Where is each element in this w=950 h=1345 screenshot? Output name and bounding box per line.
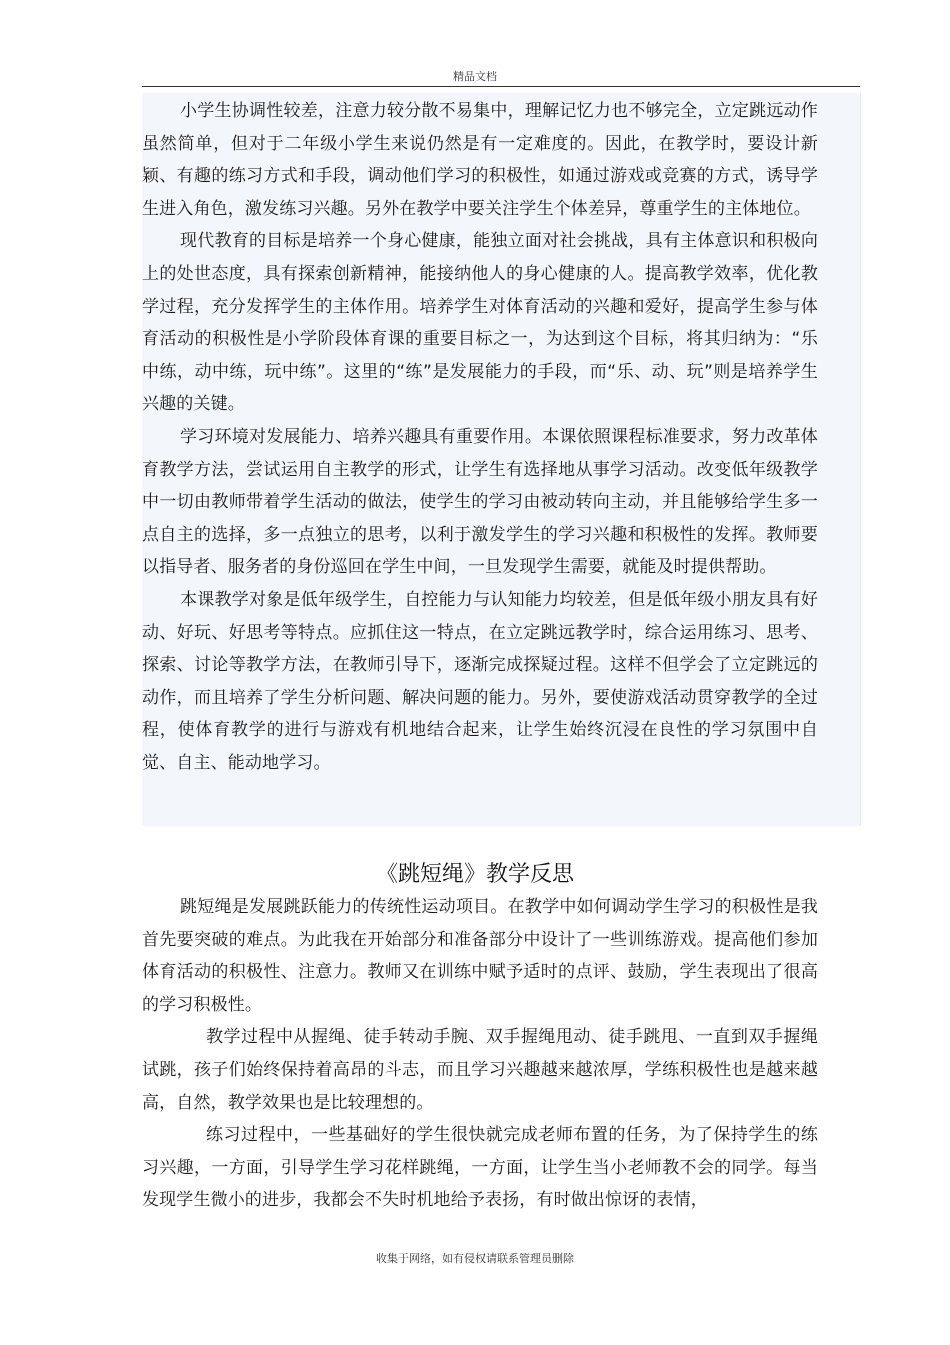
section-text-block: [142, 891, 818, 1217]
page-footer-label: 收集于网络，如有侵权请联系管理员删除: [376, 1252, 574, 1265]
upper-text-block: [142, 95, 818, 779]
paragraph: 小学生协调性较差，注意力较分散不易集中，理解记忆力也不够完全，立定跳远动作虽然简单，但对于二年级小学生来说仍然是有一定难度的。因此，在教学时，要设计新颖、有趣的练习方式和手段，调动他们学习的积极性，如通过游戏或竞赛的方式，诱导学生进入角色，激发练习兴趣。另外在教学中要关注学生个体差异，尊重学生的主体地位。: [142, 101, 818, 219]
paragraph: 跳短绳是发展跳跃能力的传统性运动项目。在教学中如何调动学生学习的积极性是我首先要突破的难点。为此我在开始部分和准备部分中设计了一些训练游戏。提高他们参加体育活动的积极性、注意力。教师又在训练中赋予适时的点评、鼓励，学生表现出了很高的学习积极性。: [142, 897, 818, 1015]
header-divider: [142, 86, 860, 87]
page-header-label: 精品文档: [453, 70, 497, 83]
paragraph: 教学过程中从握绳、徒手转动手腕、双手握绳甩动、徒手跳甩、一直到双手握绳试跳，孩子们始终保持着高昂的斗志，而且学习兴趣越来越浓厚，学练积极性也是越来越高，自然，教学效果也是比较理想的。: [142, 1027, 818, 1113]
paragraph: 练习过程中，一些基础好的学生很快就完成老师布置的任务，为了保持学生的练习兴趣，一方面，引导学生学习花样跳绳，一方面，让学生当小老师教不会的同学。每当发现学生微小的进步，我都会不失时机地给予表扬，有时做出惊讶的表情，: [142, 1125, 818, 1211]
section-title: 《跳短绳》教学反思: [375, 862, 574, 887]
paragraph: 现代教育的目标是培养一个身心健康，能独立面对社会挑战，具有主体意识和积极向上的处世态度，具有探索创新精神，能接纳他人的身心健康的人。提高教学效率，优化教学过程，充分发挥学生的主体作用。培养学生对体育活动的兴趣和爱好，提高学生参与体育活动的积极性是小学阶段体育课的重要目标之一，为达到这个目标，将其归纳为：“乐中练，动中练，玩中练”。这里的“练”是发展能力的手段，而“乐、动、玩”则是培养学生兴趣的关键。: [142, 231, 818, 415]
paragraph: 学习环境对发展能力、培养兴趣具有重要作用。本课依照课程标准要求，努力改革体育教学方法，尝试运用自主教学的形式，让学生有选择地从事学习活动。改变低年级教学中一切由教师带着学生活动的做法，使学生的学习由被动转向主动，并且能够给学生多一点自主的选择，多一点独立的思考，以利于激发学生的学习兴趣和积极性的发挥。教师要以指导者、服务者的身份巡回在学生中间，一旦发现学生需要，就能及时提供帮助。: [142, 426, 818, 578]
paragraph: 本课教学对象是低年级学生，自控能力与认知能力均较差，但是低年级小朋友具有好动、好玩、好思考等特点。应抓住这一特点，在立定跳远教学时，综合运用练习、思考、探索、讨论等教学方法，在教师引导下，逐渐完成探疑过程。这样不但学会了立定跳远的动作，而且培养了学生分析问题、解决问题的能力。另外，要使游戏活动贯穿教学的全过程，使体育教学的进行与游戏有机地结合起来，让学生始终沉浸在良性的学习氛围中自觉、自主、能动地学习。: [142, 589, 818, 773]
